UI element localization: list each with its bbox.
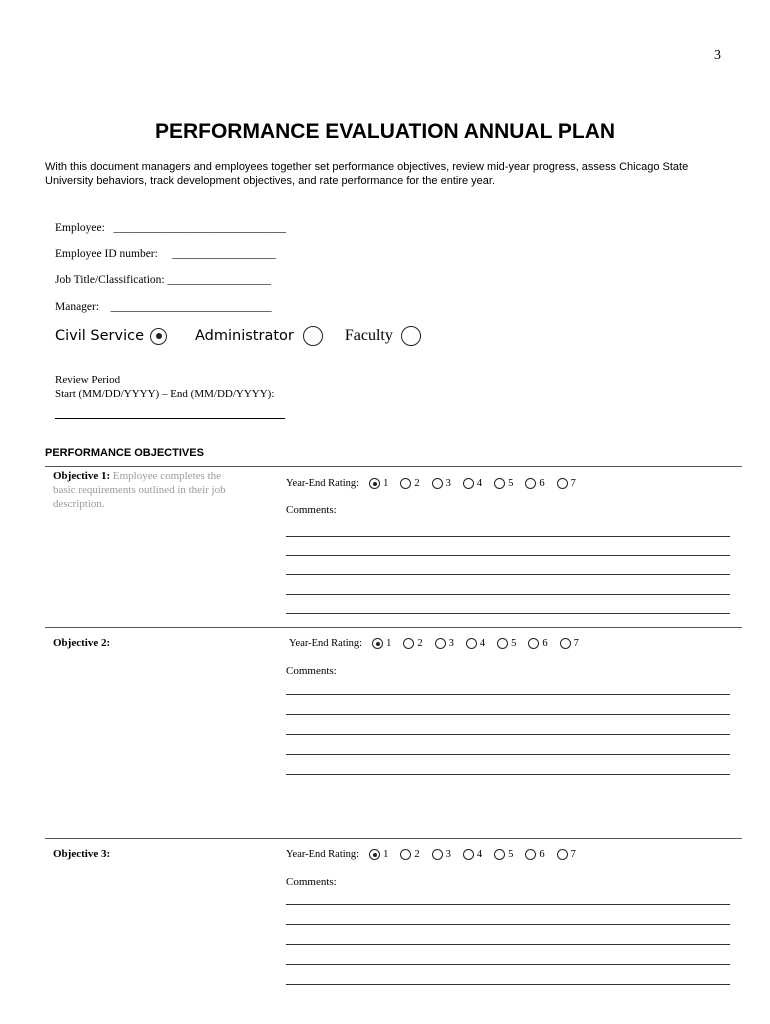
radio-icon[interactable] (432, 849, 443, 860)
comments-label: Comments: (286, 504, 337, 516)
rating-option-label: 7 (570, 478, 576, 489)
comments-label: Comments: (286, 665, 337, 677)
rating-option-label: 3 (448, 638, 454, 649)
rating-option-label: 4 (476, 849, 483, 860)
rating-option-4[interactable] (463, 849, 482, 860)
rating-option-label: 6 (542, 638, 548, 649)
comment-line-input[interactable] (286, 964, 730, 965)
radio-icon[interactable] (528, 638, 539, 649)
rating-option-label: 5 (511, 638, 517, 649)
rating-option-3[interactable] (435, 638, 454, 649)
employee-id-field[interactable]: Employee ID number: __________________ (55, 248, 276, 260)
radio-icon[interactable] (435, 638, 446, 649)
section-title: PERFORMANCE OBJECTIVES (45, 447, 204, 459)
objective-title: Objective 1: (53, 470, 111, 482)
rating-option-6[interactable] (528, 638, 547, 649)
comment-line-input[interactable] (286, 594, 730, 595)
radio-selected-icon[interactable] (369, 478, 380, 489)
rating-option-label: 2 (414, 849, 420, 860)
radio-icon[interactable] (560, 638, 571, 649)
radio-icon[interactable] (497, 638, 508, 649)
comment-line-input[interactable] (286, 714, 730, 715)
page-title: PERFORMANCE EVALUATION ANNUAL PLAN (154, 120, 616, 143)
comment-line-input[interactable] (286, 944, 730, 945)
rating-option-3[interactable] (432, 849, 451, 860)
rating-option-label: 3 (445, 849, 451, 860)
radio-icon[interactable] (525, 849, 536, 860)
rating-option-2[interactable] (400, 849, 419, 860)
year-end-rating-row (286, 849, 588, 860)
comment-line-input[interactable] (286, 904, 730, 905)
rating-option-label: 2 (417, 638, 423, 649)
review-period-input[interactable] (55, 418, 285, 419)
objective-title: Objective 3: (53, 848, 111, 860)
rating-option-1[interactable] (369, 478, 388, 489)
rating-option-4[interactable] (466, 638, 485, 649)
comment-line-input[interactable] (286, 574, 730, 575)
radio-icon[interactable] (557, 478, 568, 489)
rating-option-label: 2 (414, 478, 420, 489)
rating-option-5[interactable] (497, 638, 516, 649)
employee-type-civil-service[interactable] (55, 328, 167, 345)
comments-label: Comments: (286, 876, 337, 888)
radio-icon[interactable] (401, 326, 421, 346)
radio-icon[interactable] (400, 849, 411, 860)
radio-icon[interactable] (463, 478, 474, 489)
radio-icon[interactable] (432, 478, 443, 489)
review-period (55, 373, 274, 401)
radio-icon[interactable] (466, 638, 477, 649)
rating-option-2[interactable] (403, 638, 422, 649)
rating-option-5[interactable] (494, 849, 513, 860)
radio-icon[interactable] (494, 478, 505, 489)
rating-option-6[interactable] (525, 849, 544, 860)
radio-selected-icon[interactable] (372, 638, 383, 649)
year-end-rating-label: Year-End Rating: (289, 638, 363, 649)
objective-2-label (53, 636, 233, 650)
rating-option-label: 5 (508, 849, 514, 860)
comment-line-input[interactable] (286, 536, 730, 537)
option-label: Civil Service (55, 328, 144, 344)
comment-line-input[interactable] (286, 984, 730, 985)
rating-option-5[interactable] (494, 478, 513, 489)
rating-option-label: 6 (539, 478, 545, 489)
option-label: Administrator (195, 328, 294, 344)
rating-option-7[interactable] (560, 638, 579, 649)
review-period-range-label: Start (MM/DD/YYYY) – End (MM/DD/YYYY): (55, 388, 275, 400)
option-label: Faculty (344, 327, 393, 344)
comment-line-input[interactable] (286, 613, 730, 614)
radio-icon[interactable] (525, 478, 536, 489)
comment-line-input[interactable] (286, 555, 730, 556)
rating-option-2[interactable] (400, 478, 419, 489)
radio-icon[interactable] (557, 849, 568, 860)
objective-1-label (53, 469, 233, 511)
comment-line-input[interactable] (286, 754, 730, 755)
year-end-rating-label: Year-End Rating: (286, 849, 360, 860)
objective-title: Objective 2: (53, 637, 111, 649)
intro-text: With this document managers and employees together set performance objectives, review mid-year progress, assess Chicago State University behaviors, track development objectives, and rate performance for the entire year. (45, 161, 689, 187)
year-end-rating-row (286, 478, 588, 489)
year-end-rating-row (289, 638, 591, 649)
comment-line-input[interactable] (286, 694, 730, 695)
objective-description: Employee completes the basic requirements outlined in their job description. (53, 470, 226, 510)
rating-option-label: 6 (539, 849, 545, 860)
rating-option-6[interactable] (525, 478, 544, 489)
radio-icon[interactable] (303, 326, 323, 346)
divider (45, 838, 742, 839)
rating-option-label: 4 (476, 478, 483, 489)
rating-option-7[interactable] (557, 478, 576, 489)
rating-option-label: 7 (570, 849, 576, 860)
employee-type-administrator[interactable] (195, 326, 323, 346)
job-title-field[interactable]: Job Title/Classification: __________________ (55, 274, 271, 286)
rating-option-4[interactable] (463, 478, 482, 489)
comment-line-input[interactable] (286, 734, 730, 735)
radio-icon[interactable] (463, 849, 474, 860)
employee-type-group (55, 326, 421, 346)
rating-option-7[interactable] (557, 849, 576, 860)
comment-line-input[interactable] (286, 774, 730, 775)
comment-line-input[interactable] (286, 924, 730, 925)
radio-icon[interactable] (403, 638, 414, 649)
divider (45, 466, 742, 467)
objective-3-label (53, 847, 233, 861)
rating-option-label: 4 (479, 638, 486, 649)
rating-option-label: 1 (383, 849, 389, 860)
rating-option-label: 3 (445, 478, 451, 489)
radio-selected-icon[interactable] (150, 328, 167, 345)
year-end-rating-label: Year-End Rating: (286, 478, 360, 489)
rating-option-1[interactable] (369, 849, 388, 860)
review-period-label: Review Period (55, 374, 121, 386)
rating-option-label: 1 (386, 638, 392, 649)
rating-option-3[interactable] (432, 478, 451, 489)
page-number: 3 (714, 48, 721, 63)
rating-option-1[interactable] (372, 638, 391, 649)
radio-icon[interactable] (400, 478, 411, 489)
rating-option-label: 7 (573, 638, 579, 649)
divider (45, 627, 742, 628)
manager-field[interactable]: Manager: ____________________________ (55, 301, 272, 313)
radio-selected-icon[interactable] (369, 849, 380, 860)
employee-field[interactable]: Employee: ______________________________ (55, 222, 286, 234)
employee-type-faculty[interactable] (345, 326, 421, 346)
rating-option-label: 1 (383, 478, 389, 489)
radio-icon[interactable] (494, 849, 505, 860)
rating-option-label: 5 (508, 478, 514, 489)
